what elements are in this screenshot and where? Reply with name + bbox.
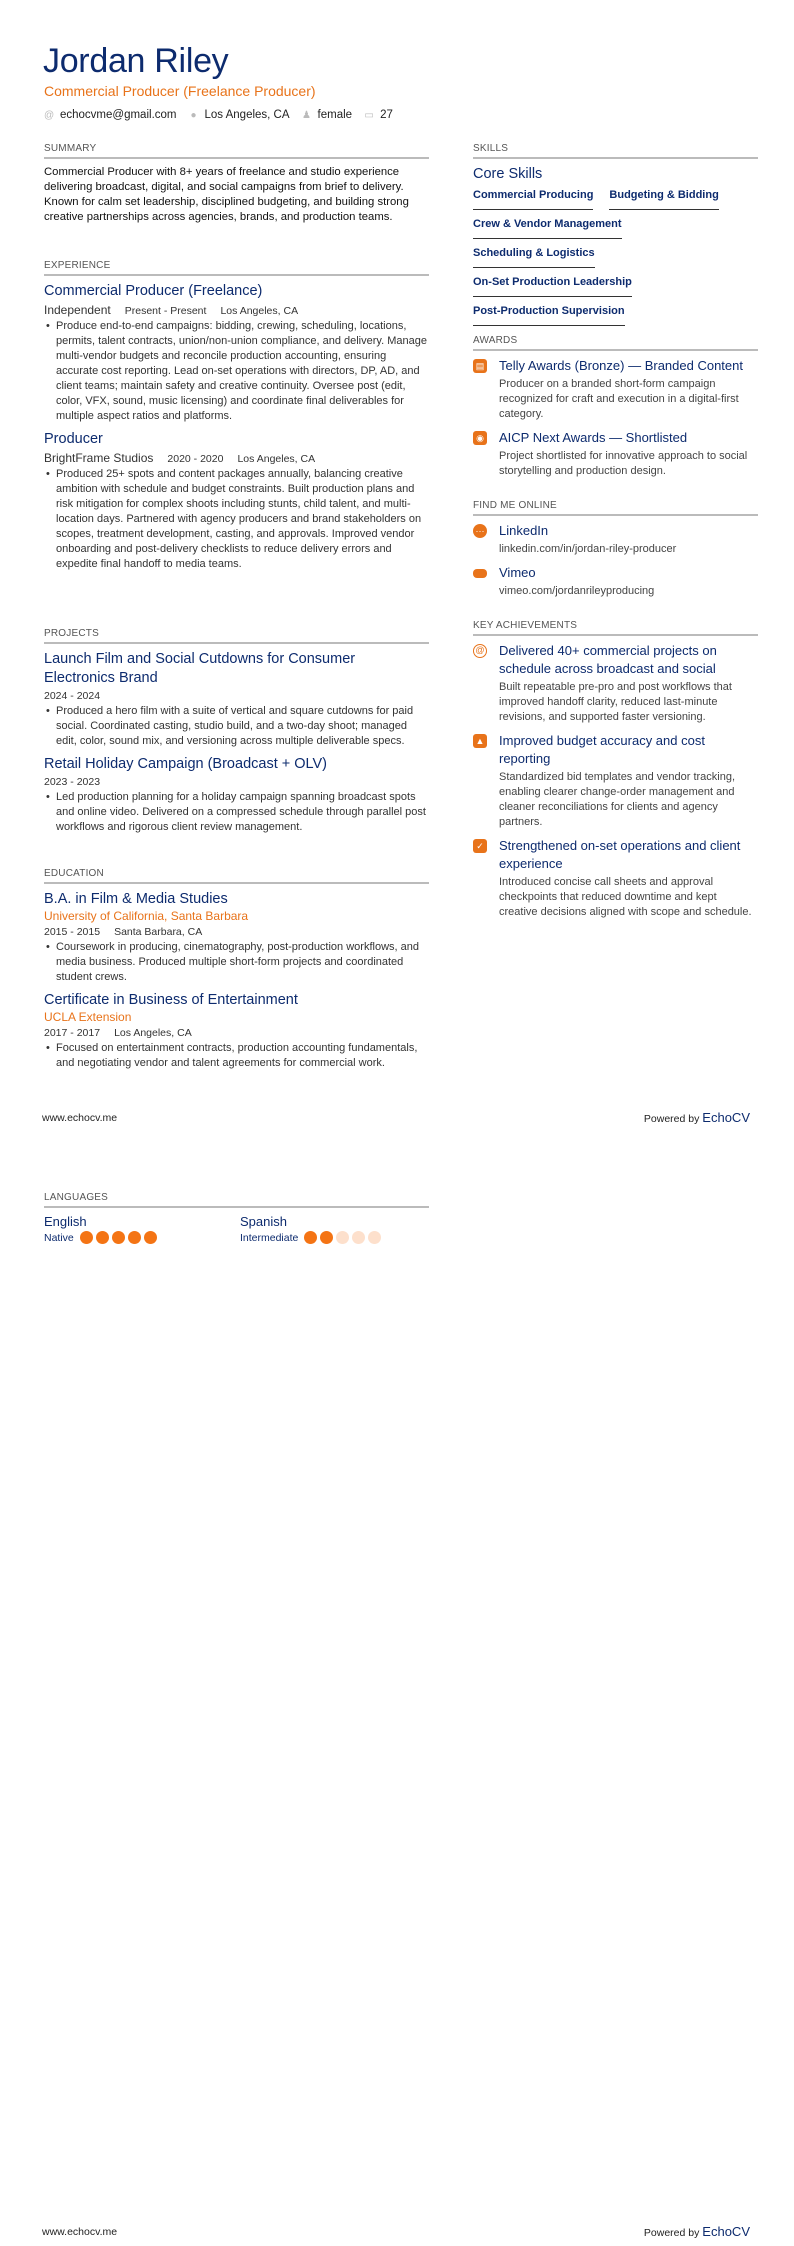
online-section [473, 500, 758, 606]
profile-name: LinkedIn [499, 523, 549, 538]
award-desc: Producer on a branded short-form campaign recognized for craft and execution in a digital-first category. [499, 378, 739, 420]
achievement-item [473, 642, 758, 725]
profile-name: Vimeo [499, 565, 536, 580]
awards-section [473, 335, 758, 486]
bullet: • Produced a hero film with a suite of vertical and square cutdowns for paid social. Coordinated casting, studio build, and a two-day shoot; managed edit, color, sound mix, and versioning across multiple deliverable specs. [44, 704, 429, 749]
project-item [44, 650, 429, 749]
bullet: • Produced 25+ spots and content packages annually, balancing creative ambition with schedule and budget constraints. Built production plans and risk mitigation for complex shoots including stunts, child talent, and multi-location days. Partnered with agency producers and brand stakeholders on scopes, treatment development, casting, and approvals. Improved vendor onboarding and post-delivery checklists to reduce delivery errors and expedite final handoff to media teams. [44, 467, 429, 572]
person-icon: ♟ [302, 109, 312, 121]
bullet: • Coursework in producing, cinematography, post-production workflows, and media business. Produced multiple short-form projects and coordinated student crews. [44, 940, 429, 985]
contact-email[interactable]: echocvme@gmail.com [60, 109, 177, 121]
award-title: AICP Next Awards — Shortlisted [499, 430, 688, 445]
experience-item [44, 430, 429, 572]
education-item [44, 890, 429, 985]
contact-age: 27 [380, 109, 393, 121]
section-heading: EXPERIENCE [44, 260, 429, 276]
achievement-desc: Introduced concise call sheets and approval checkpoints that reduced downtime and kept creative decisions aligned with scope and schedule. [499, 876, 752, 918]
powered-label: Powered by [643, 2227, 700, 2239]
document-icon: ▤ [473, 359, 487, 373]
skills-section [473, 143, 758, 331]
rating-dot-empty [352, 1231, 365, 1244]
dates: 2023 - 2023 [44, 776, 101, 788]
file-check-icon: ✓ [473, 839, 487, 853]
location-pin-icon: ● [190, 109, 197, 121]
location: Santa Barbara, CA [114, 926, 203, 938]
language-name: Spanish [240, 1214, 287, 1229]
summary-text: Commercial Producer with 8+ years of freelance and studio experience delivering broadcast, digital, and social campaigns from brief to delivery. Known for calm set leadership, disciplined budgeting, and building strong creative partnerships across agencies, brands, and production teams. [44, 166, 409, 223]
job-title: Producer [44, 431, 103, 447]
battery-icon [473, 569, 487, 578]
bullet: • Led production planning for a holiday campaign spanning broadcast spots and online video. Delivered on a compressed schedule through parallel post workflows and rigorous client review management. [44, 790, 429, 835]
award-item [473, 429, 758, 479]
section-heading: PROJECTS [44, 628, 429, 644]
contact-gender: female [317, 109, 353, 121]
achievement-desc: Built repeatable pre-pro and post workflows that improved handoff clarity, reduced last-minute revisions, and supported faster versioning. [499, 681, 732, 723]
brand-logo[interactable]: EchoCV [702, 2224, 750, 2239]
skill-tag: Post-Production Supervision [473, 302, 625, 326]
section-heading: SUMMARY [44, 143, 429, 159]
experience-item [44, 282, 429, 424]
rating-dot-filled [304, 1231, 317, 1244]
profile-url[interactable]: linkedin.com/in/jordan-riley-producer [499, 543, 677, 555]
section-heading: AWARDS [473, 335, 758, 351]
education-section [44, 868, 429, 1077]
footer-site[interactable]: www.echocv.me [42, 2226, 118, 2238]
skill-tag: Scheduling & Logistics [473, 244, 595, 268]
school: University of California, Santa Barbara [44, 909, 249, 923]
skills-list [473, 186, 758, 331]
skill-tag: Commercial Producing [473, 186, 593, 210]
section-heading: FIND ME ONLINE [473, 500, 758, 516]
rating-dots [304, 1231, 381, 1244]
rating-dot-filled [144, 1231, 157, 1244]
rating-dot-filled [112, 1231, 125, 1244]
school: UCLA Extension [44, 1010, 132, 1024]
language-level: Intermediate [240, 1231, 299, 1244]
achievement-desc: Standardized bid templates and vendor tracking, enabling clearer change-order management and cleaner reconciliations for clients and agency partners. [499, 771, 736, 828]
company: Independent [44, 303, 111, 317]
bullet: • Produce end-to-end campaigns: bidding, crewing, scheduling, locations, permits, talent contracts, union/non-union compliance, and delivery. Manage multi-vendor budgets and reconcile production accounting, ensuring accurate cost reporting. Lead on-set operations with directors, DP, AD, and client teams; maintain safety and creative continuity. Oversee post (edit, color, VFX, sound, music licensing) and coordinate final deliverables for multiple aspect ratios and platforms. [44, 319, 429, 424]
footer-powered [644, 1110, 750, 1125]
location: Los Angeles, CA [220, 305, 299, 317]
footer-site[interactable]: www.echocv.me [42, 1112, 118, 1124]
project-title: Retail Holiday Campaign (Broadcast + OLV) [44, 756, 328, 772]
at-icon: @ [44, 109, 55, 121]
project-item [44, 755, 429, 835]
achievement-title: Strengthened on-set operations and client experience [499, 838, 741, 871]
rating-dot-filled [320, 1231, 333, 1244]
profile-link[interactable] [473, 564, 758, 599]
degree: Certificate in Business of Entertainment [44, 992, 298, 1008]
summary-section [44, 143, 429, 225]
candidate-title: Commercial Producer (Freelance Producer) [44, 83, 316, 99]
achievement-title: Delivered 40+ commercial projects on schedule across broadcast and social [499, 643, 717, 676]
achievement-item [473, 837, 758, 920]
section-heading: KEY ACHIEVEMENTS [473, 620, 758, 636]
powered-label: Powered by [643, 1113, 700, 1125]
calendar-icon: ▭ [364, 109, 374, 121]
dates: 2015 - 2015 [44, 926, 101, 938]
degree: B.A. in Film & Media Studies [44, 891, 228, 907]
company: BrightFrame Studios [44, 451, 154, 465]
brand-logo[interactable]: EchoCV [702, 1110, 750, 1125]
bullet: • Focused on entertainment contracts, production accounting fundamentals, and negotiating vendor and talent agreements for commercial work. [44, 1041, 429, 1071]
camera-icon: ◉ [473, 431, 487, 445]
skill-tag: Crew & Vendor Management [473, 215, 622, 239]
section-heading: SKILLS [473, 143, 758, 159]
rating-dot-empty [368, 1231, 381, 1244]
languages-section [44, 1192, 429, 1244]
profile-url[interactable]: vimeo.com/jordanrileyproducing [499, 585, 655, 597]
section-heading: EDUCATION [44, 868, 429, 884]
target-icon: @ [473, 644, 487, 658]
location: Los Angeles, CA [114, 1027, 192, 1039]
projects-section [44, 628, 429, 841]
rating-dot-filled [80, 1231, 93, 1244]
dates: 2020 - 2020 [167, 453, 224, 465]
rating-dot-empty [336, 1231, 349, 1244]
dots-circle-icon: ··· [473, 524, 487, 538]
language-item [44, 1214, 240, 1244]
job-title: Commercial Producer (Freelance) [44, 283, 263, 299]
section-heading: LANGUAGES [44, 1192, 429, 1208]
language-level: Native [44, 1231, 74, 1244]
project-title: Launch Film and Social Cutdowns for Consumer Electronics Brand [44, 651, 356, 686]
achievement-item [473, 732, 758, 830]
dates: 2017 - 2017 [44, 1027, 101, 1039]
achievements-section [473, 620, 758, 927]
location: Los Angeles, CA [237, 453, 316, 465]
dates: 2024 - 2024 [44, 690, 101, 702]
dates: Present - Present [124, 305, 207, 317]
award-title: Telly Awards (Bronze) — Branded Content [499, 358, 743, 373]
footer-powered [644, 2224, 750, 2239]
graduation-cap-icon: ▲ [473, 734, 487, 748]
profile-link[interactable] [473, 522, 758, 557]
language-name: English [44, 1214, 87, 1229]
contact-location: Los Angeles, CA [204, 109, 290, 121]
candidate-name: Jordan Riley [43, 42, 229, 80]
skill-tag: On-Set Production Leadership [473, 273, 632, 297]
rating-dot-filled [128, 1231, 141, 1244]
achievement-title: Improved budget accuracy and cost reporting [499, 733, 705, 766]
rating-dot-filled [96, 1231, 109, 1244]
education-item [44, 991, 429, 1071]
contact-row [44, 109, 393, 121]
rating-dots [80, 1231, 157, 1244]
award-item [473, 357, 758, 422]
experience-section [44, 260, 429, 578]
skills-group-title: Core Skills [473, 166, 543, 182]
skill-tag: Budgeting & Bidding [609, 186, 718, 210]
award-desc: Project shortlisted for innovative approach to social storytelling and production design. [499, 450, 748, 477]
language-item [240, 1214, 381, 1244]
